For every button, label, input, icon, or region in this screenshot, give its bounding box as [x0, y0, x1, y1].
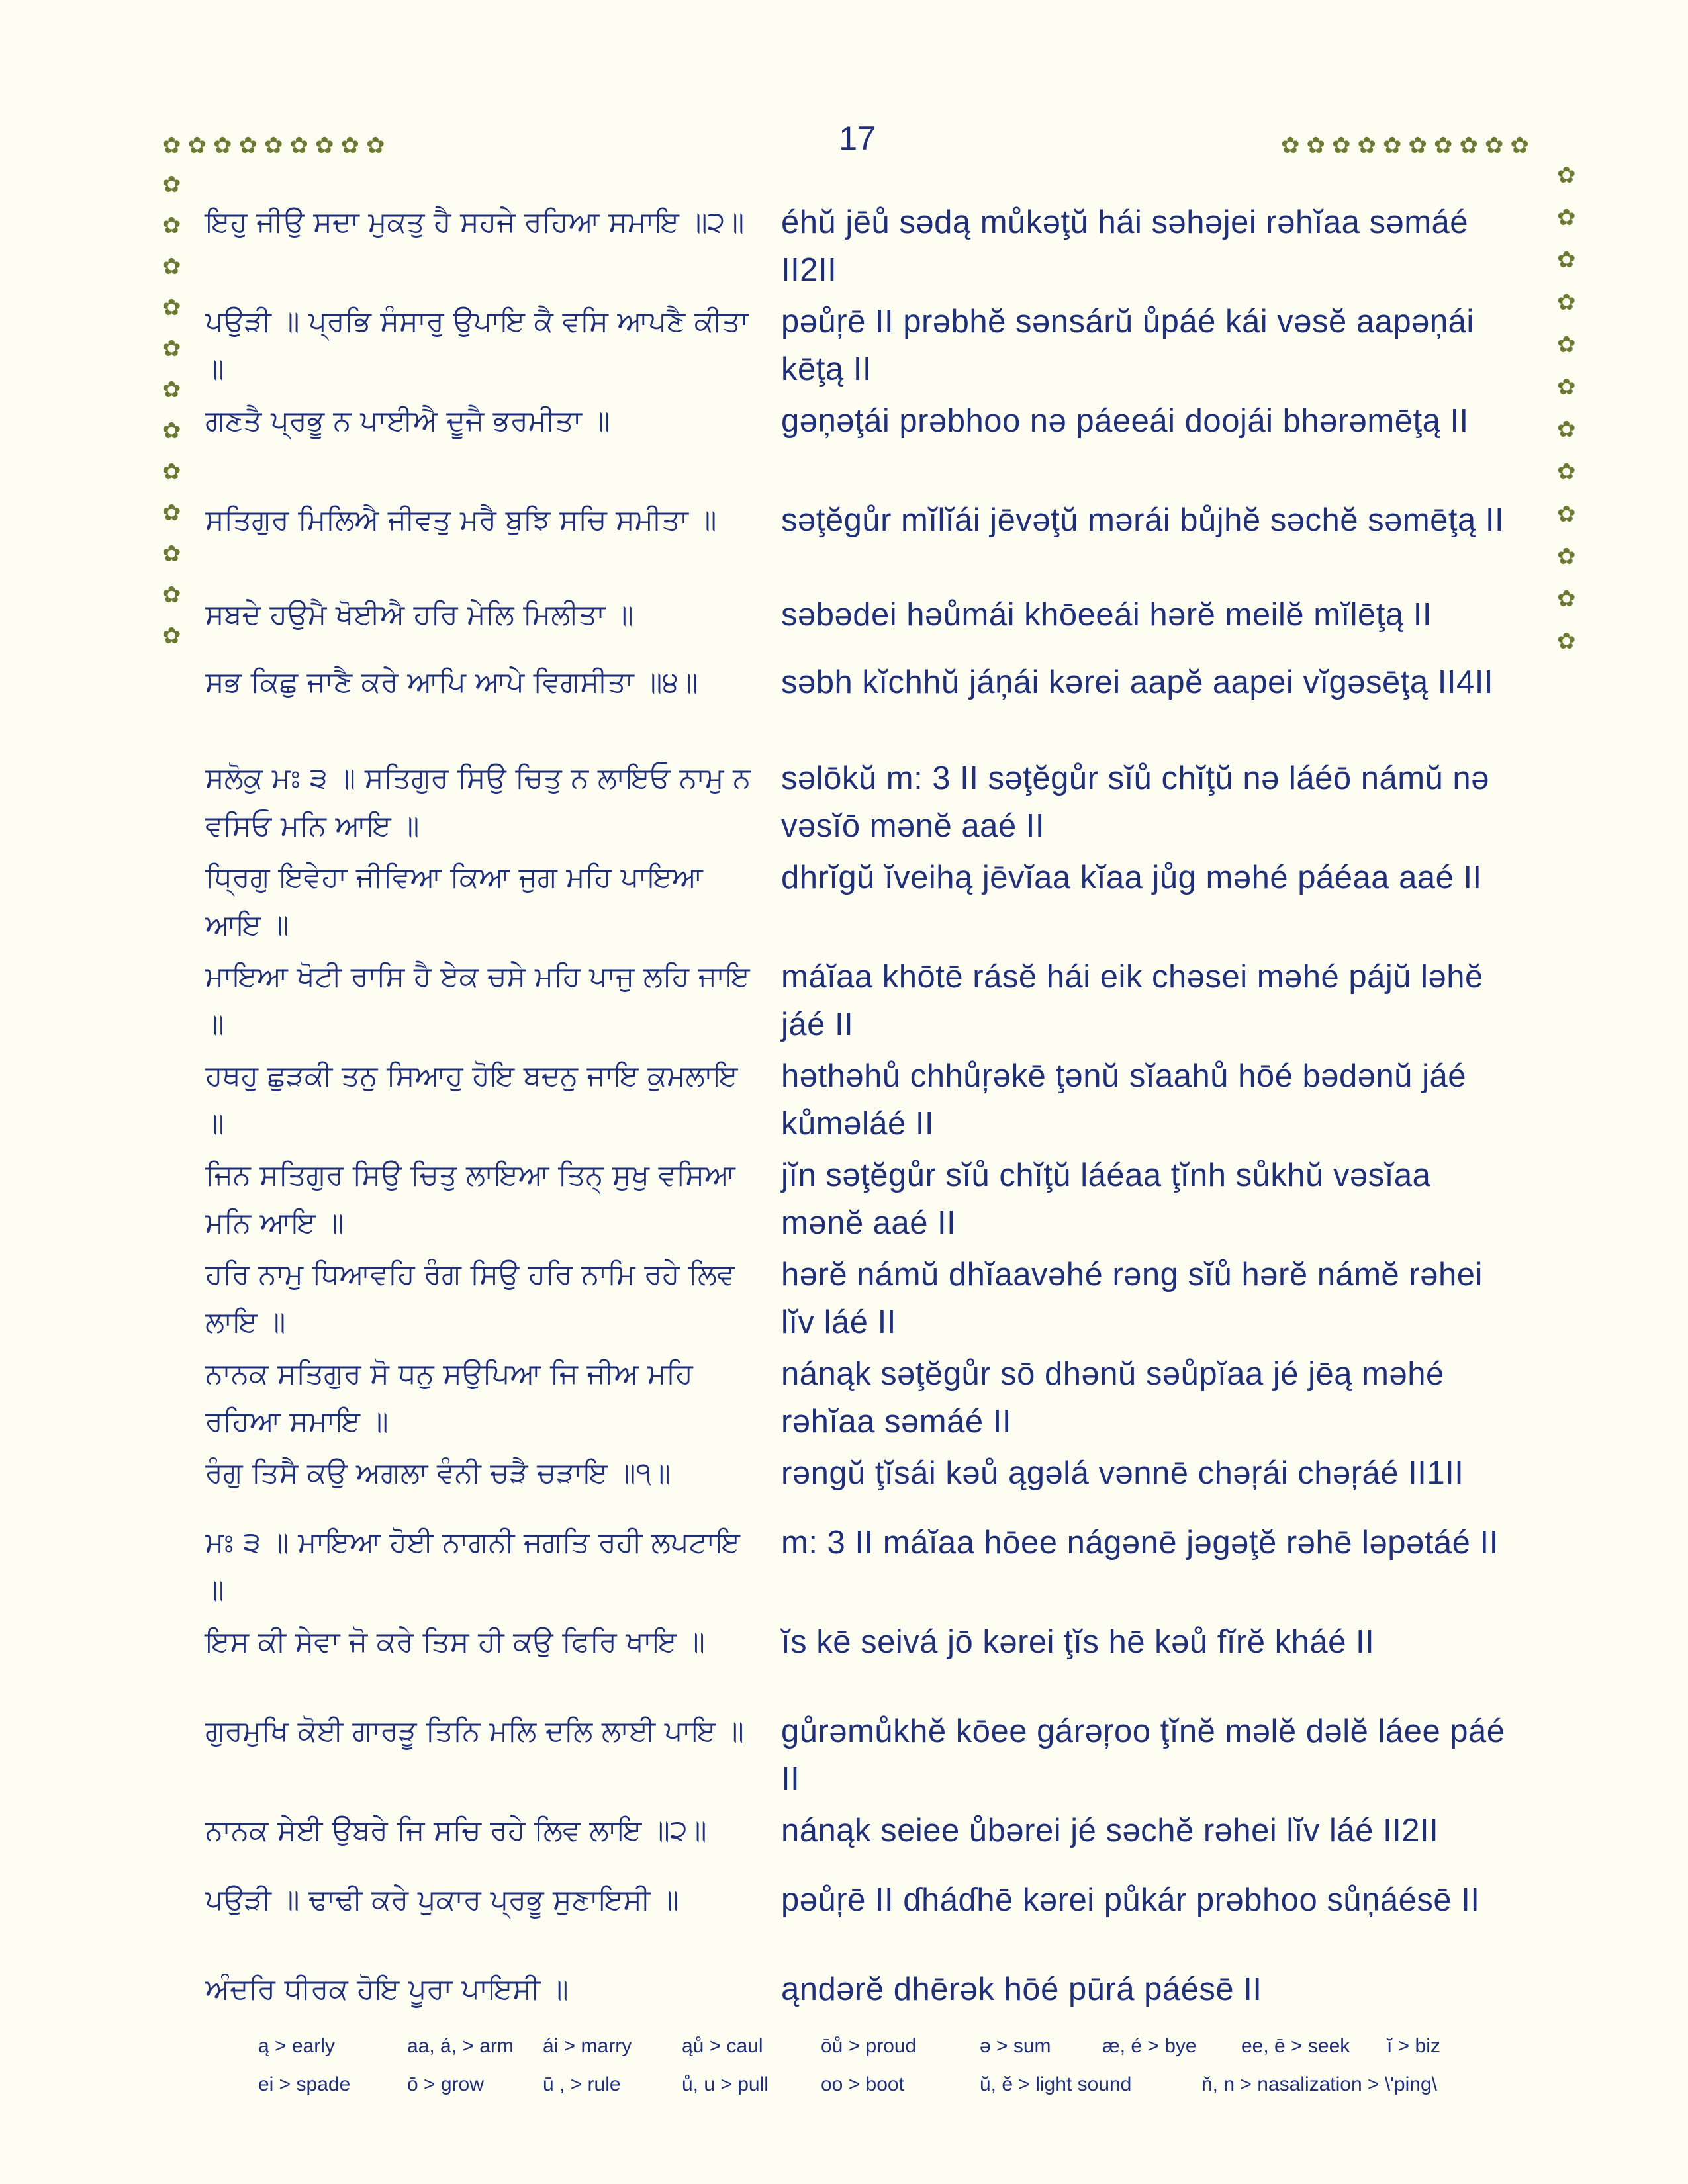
transliteration-text: səlōkŭ m: 3 II səţĕgůr sĭů chĭţŭ nə láéō námŭ nə vəsĭō mənĕ aaé II	[781, 760, 1489, 844]
flower-ornament-icon: ✿	[1557, 205, 1576, 231]
gurmukhi-text: ਇਸ ਕੀ ਸੇਵਾ ਜੋ ਕਰੇ ਤਿਸ ਹੀ ਕਉ ਫਿਰਿ ਖਾਇ ॥	[205, 1625, 705, 1659]
flower-ornament-icon: ✿	[162, 171, 181, 198]
transliteration-text: həthəhů chhůŗəkē ţənŭ sĭaahů hōé bədənŭ jáé kůməláé II	[781, 1058, 1467, 1142]
page-number: 17	[839, 120, 876, 157]
flower-ornament-icon: ✿	[1557, 289, 1576, 316]
flower-ornament-icon: ✿	[162, 132, 188, 159]
flower-ornament-icon: ✿	[162, 500, 181, 526]
flower-ornament-icon: ✿	[1557, 628, 1576, 655]
gurmukhi-text: ਪਉੜੀ ॥ ਢਾਢੀ ਕਰੇ ਪੁਕਾਰ ਪ੍ਰਭੂ ਸੁਣਾਇਸੀ ॥	[205, 1884, 679, 1917]
gurmukhi-text: ਹਰਿ ਨਾਮੁ ਧਿਆਵਹਿ ਰੰਗ ਸਿਉ ਹਰਿ ਨਾਮਿ ਰਹੇ ਲਿਵ ਲਾਇ ॥	[205, 1258, 735, 1339]
flower-ornament-icon: ✿	[264, 132, 290, 159]
gurmukhi-text: ਮਃ ੩ ॥ ਮਾਇਆ ਹੋਈ ਨਾਗਨੀ ਜਗਤਿ ਰਹੀ ਲਪਟਾਇ ॥	[205, 1526, 740, 1607]
flower-ornament-icon: ✿	[213, 132, 239, 159]
legend-item: ōů > proud	[821, 2035, 917, 2057]
legend-item: ů, u > pull	[682, 2073, 769, 2095]
transliteration-text: ĭs kē seivá jō kərei ţĭs hē kəů fĭrĕ kháé II	[781, 1624, 1375, 1660]
gurmukhi-text: ਧ੍ਰਿਗੁ ਇਵੇਹਾ ਜੀਵਿਆ ਕਿਆ ਜੁਗ ਮਹਿ ਪਾਇਆ ਆਇ ॥	[205, 861, 703, 942]
flower-ornament-icon: ✿	[162, 253, 181, 280]
gurmukhi-text: ਸਭ ਕਿਛੁ ਜਾਣੈ ਕਰੇ ਆਪਿ ਆਪੇ ਵਿਗਸੀਤਾ ॥੪॥	[205, 666, 698, 699]
flower-ornament-icon: ✿	[162, 582, 181, 608]
legend-item: ə > sum	[980, 2035, 1051, 2057]
gurmukhi-text: ਹਥਹੁ ਛੁੜਕੀ ਤਨੁ ਸਿਆਹੁ ਹੋਇ ਬਦਨੁ ਜਾਇ ਕੁਮਲਾਇ ॥	[205, 1060, 738, 1140]
flower-ornament-icon: ✿	[1485, 132, 1511, 159]
legend-item: ū , > rule	[543, 2073, 621, 2095]
gurmukhi-text: ਗੁਰਮੁਖਿ ਕੋਈ ਗਾਰੜੂ ਤਿਨਿ ਮਲਿ ਦਲਿ ਲਾਈ ਪਾਇ ॥	[205, 1715, 744, 1748]
legend-item: ŭ, ĕ > light sound	[980, 2073, 1132, 2095]
transliteration-text: rəngŭ ţĭsái kəů ągəlá vənnē chəŗái chəŗáé II1II	[781, 1455, 1464, 1491]
flower-ornament-icon: ✿	[1557, 543, 1576, 570]
flower-ornament-icon: ✿	[1332, 132, 1358, 159]
flower-ornament-icon: ✿	[1383, 132, 1409, 159]
flower-ornament-icon: ✿	[1557, 586, 1576, 612]
flower-ornament-icon: ✿	[162, 336, 181, 362]
flower-ornament-icon: ✿	[1557, 374, 1576, 400]
gurmukhi-text: ਨਾਨਕ ਸੇਈ ਉਬਰੇ ਜਿ ਸਚਿ ਰਹੇ ਲਿਵ ਲਾਇ ॥੨॥	[205, 1814, 707, 1847]
legend-item: aa, á, > arm	[407, 2035, 514, 2057]
flower-ornament-icon: ✿	[1408, 132, 1434, 159]
legend-item: ąů > caul	[682, 2035, 763, 2057]
gurmukhi-text: ਸਤਿਗੁਰ ਮਿਲਿਐ ਜੀਵਤੁ ਮਰੈ ਬੁਝਿ ਸਚਿ ਸਮੀਤਾ ॥	[205, 504, 717, 537]
top-right-ornament-row	[1281, 132, 1536, 159]
flower-ornament-icon: ✿	[289, 132, 315, 159]
legend-item: ái > marry	[543, 2035, 632, 2057]
flower-ornament-icon: ✿	[1557, 162, 1576, 189]
flower-ornament-icon: ✿	[1306, 132, 1332, 159]
flower-ornament-icon: ✿	[162, 295, 181, 321]
transliteration-text: pəůŗē II ɗháɗhē kərei půkár prəbhoo sůņáésē II	[781, 1882, 1480, 1918]
flower-ornament-icon: ✿	[1281, 132, 1307, 159]
gurmukhi-text: ਨਾਨਕ ਸਤਿਗੁਰ ਸੋ ਧਨੁ ਸਉਪਿਆ ਜਿ ਜੀਅ ਮਹਿ ਰਹਿਆ ਸਮਾਇ ॥	[205, 1357, 693, 1438]
transliteration-text: nánąk seiee ůbərei jé səchĕ rəhei lĭv láé II2II	[781, 1813, 1439, 1848]
legend-item: ą > early	[258, 2035, 335, 2057]
flower-ornament-icon: ✿	[1434, 132, 1460, 159]
flower-ornament-icon: ✿	[162, 541, 181, 567]
transliteration-text: səbədei həůmái khōeeái hərĕ meilĕ mĭlēţą II	[781, 597, 1432, 633]
gurmukhi-text: ਗਣਤੈ ਪ੍ਰਭੂ ਨ ਪਾਈਐ ਦੂਜੈ ਭਰਮੀਤਾ ॥	[205, 404, 610, 437]
flower-ornament-icon: ✿	[366, 132, 392, 159]
flower-ornament-icon: ✿	[162, 418, 181, 444]
legend-item: oo > boot	[821, 2073, 904, 2095]
flower-ornament-icon: ✿	[187, 132, 213, 159]
legend-item: ň, n > nasalization > \'ping\	[1201, 2073, 1437, 2095]
gurmukhi-text: ਮਾਇਆ ਖੋਟੀ ਰਾਸਿ ਹੈ ਏਕ ਚਸੇ ਮਹਿ ਪਾਜੁ ਲਹਿ ਜਾਇ ॥	[205, 960, 750, 1041]
gurmukhi-text: ਸਲੋਕੁ ਮਃ ੩ ॥ ਸਤਿਗੁਰ ਸਿਉ ਚਿਤੁ ਨ ਲਾਇਓ ਨਾਮੁ ਨ ਵਸਿਓ ਮਨਿ ਆਇ ॥	[205, 762, 751, 842]
transliteration-text: gəņəţái prəbhoo nə páeeái doojái bhərəmēţą II	[781, 403, 1469, 439]
flower-ornament-icon: ✿	[1557, 501, 1576, 527]
flower-ornament-icon: ✿	[315, 132, 341, 159]
flower-ornament-icon: ✿	[1459, 132, 1485, 159]
flower-ornament-icon: ✿	[238, 132, 264, 159]
gurmukhi-text: ਰੰਗੁ ਤਿਸੈ ਕਉ ਅਗਲਾ ਵੰਨੀ ਚੜੈ ਚੜਾਇ ॥੧॥	[205, 1457, 671, 1490]
gurmukhi-text: ਜਿਨ ਸਤਿਗੁਰ ਸਿਉ ਚਿਤੁ ਲਾਇਆ ਤਿਨ੍ ਸੁਖੁ ਵਸਿਆ ਮਨਿ ਆਇ ॥	[205, 1159, 735, 1240]
transliteration-text: pəůŗē II prəbhĕ sənsárŭ ůpáé kái vəsĕ aapəņái kēţą II	[781, 304, 1474, 387]
legend-item: æ, é > bye	[1102, 2035, 1197, 2057]
transliteration-text: máĭaa khōtē rásĕ hái eik chəsei məhé pájŭ ləhĕ jáé II	[781, 959, 1483, 1042]
flower-ornament-icon: ✿	[1557, 247, 1576, 273]
transliteration-text: hərĕ námŭ dhĭaavəhé rəng sĭů hərĕ námĕ rəhei lĭv láé II	[781, 1257, 1483, 1340]
transliteration-text: səbh kĭchhŭ jáņái kərei aapĕ aapei vĭgəsēţą II4II	[781, 664, 1493, 700]
flower-ornament-icon: ✿	[162, 623, 181, 649]
flower-ornament-icon: ✿	[1557, 459, 1576, 485]
transliteration-text: gůrəmůkhĕ kōee gárəŗoo ţĭnĕ məlĕ dəlĕ láee páé II	[781, 1713, 1505, 1797]
flower-ornament-icon: ✿	[1557, 416, 1576, 443]
transliteration-text: dhrĭgŭ ĭveihą jēvĭaa kĭaa jůg məhé páéaa aaé II	[781, 860, 1482, 895]
transliteration-text: m: 3 II máĭaa hōee nágənē jəgəţĕ rəhē ləpətáé II	[781, 1525, 1499, 1561]
legend-item: ei > spade	[258, 2073, 351, 2095]
flower-ornament-icon: ✿	[1557, 332, 1576, 358]
legend-item: ee, ē > seek	[1241, 2035, 1350, 2057]
transliteration-text: nánąk səţĕgůr sō dhənŭ səůpĭaa jé jēą məhé rəhĭaa səmáé II	[781, 1356, 1444, 1439]
gurmukhi-text: ਅੰਦਰਿ ਧੀਰਕ ਹੋਇ ਪੂਰਾ ਪਾਇਸੀ ॥	[205, 1973, 569, 2006]
flower-ornament-icon: ✿	[1510, 132, 1536, 159]
transliteration-text: ąndərĕ dhērək hōé pūrá páésē II	[781, 1972, 1262, 2007]
flower-ornament-icon: ✿	[162, 459, 181, 485]
gurmukhi-text: ਪਉੜੀ ॥ ਪ੍ਰਭਿ ਸੰਸਾਰੁ ਉਪਾਇ ਕੈ ਵਸਿ ਆਪਣੈ ਕੀਤਾ ॥	[205, 305, 749, 386]
flower-ornament-icon: ✿	[340, 132, 366, 159]
legend-item: ĭ > biz	[1387, 2035, 1440, 2057]
flower-ornament-icon: ✿	[162, 377, 181, 403]
transliteration-text: éhŭ jēů sədą můkəţŭ hái səhəjei rəhĭaa səmáé II2II	[781, 205, 1469, 288]
transliteration-text: səţĕgůr mĭlĭái jēvəţŭ mərái bůjhĕ səchĕ səmēţą II	[781, 502, 1505, 538]
flower-ornament-icon: ✿	[1357, 132, 1383, 159]
gurmukhi-text: ਇਹੁ ਜੀਉ ਸਦਾ ਮੁਕਤੁ ਹੈ ਸਹਜੇ ਰਹਿਆ ਸਮਾਇ ॥੨॥	[205, 206, 745, 239]
legend-item: ō > grow	[407, 2073, 484, 2095]
gurmukhi-text: ਸਬਦੇ ਹਉਮੈ ਖੋਈਐ ਹਰਿ ਮੇਲਿ ਮਿਲੀਤਾ ॥	[205, 598, 633, 631]
top-left-ornament-row	[162, 132, 392, 159]
transliteration-text: jĭn səţĕgůr sĭů chĭţŭ láéaa ţĭnh sůkhŭ vəsĭaa mənĕ aaé II	[781, 1158, 1431, 1241]
flower-ornament-icon: ✿	[162, 212, 181, 239]
